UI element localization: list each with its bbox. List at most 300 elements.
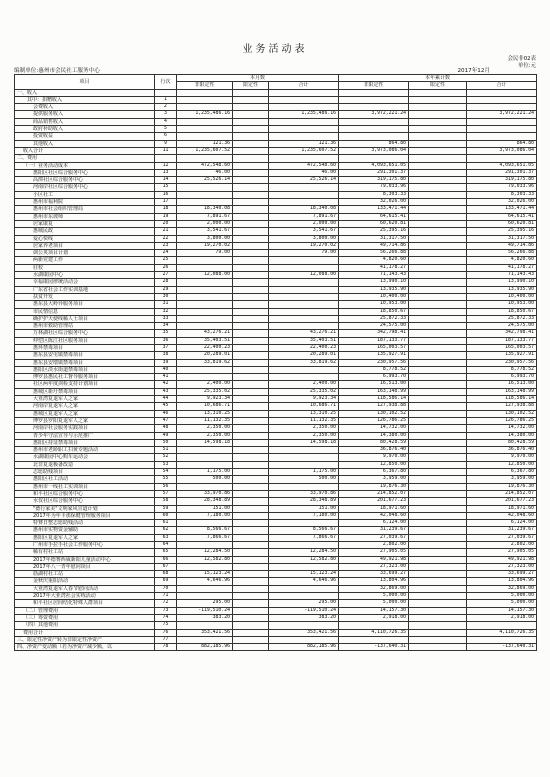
year-total-cell: 13,804.96 xyxy=(467,578,537,585)
item-cell: 青少年守法宣导与示范推广 xyxy=(15,432,155,439)
table-row xyxy=(15,388,537,395)
header-line: 行次 xyxy=(155,75,177,90)
month-unrestricted-cell: 2,350.00 xyxy=(177,425,233,432)
line-cell: 49 xyxy=(155,432,177,439)
month-unrestricted-cell: 46.00 xyxy=(177,169,233,176)
month-total-cell: 14,598.18 xyxy=(269,439,339,446)
month-restricted-cell xyxy=(233,578,269,585)
table-row xyxy=(15,549,537,556)
item-cell: 大亚湾复退军人之家 xyxy=(15,396,155,403)
month-total-cell xyxy=(269,279,339,286)
month-unrestricted-cell: 15,123.24 xyxy=(177,571,233,578)
year-restricted-cell xyxy=(409,542,467,549)
year-unrestricted-cell xyxy=(339,133,409,140)
month-restricted-cell xyxy=(233,490,269,497)
year-unrestricted-cell: 18,850.67 xyxy=(339,308,409,315)
year-total-cell xyxy=(467,126,537,133)
table-row xyxy=(15,366,537,373)
line-cell: 39 xyxy=(155,359,177,366)
year-total-cell: 33,699.27 xyxy=(467,571,537,578)
year-unrestricted-cell: 2,918.00 xyxy=(339,614,409,621)
line-cell: 55 xyxy=(155,476,177,483)
table-row xyxy=(15,104,537,111)
item-cell: 惠城民政 xyxy=(15,228,155,235)
month-unrestricted-cell xyxy=(177,184,233,191)
line-cell: 75 xyxy=(155,622,177,629)
year-total-cell: 187,133.77 xyxy=(467,337,537,344)
month-unrestricted-cell: 13,310.25 xyxy=(177,410,233,417)
year-restricted-cell xyxy=(409,403,467,410)
line-cell: 77 xyxy=(155,636,177,643)
month-restricted-cell xyxy=(233,505,269,512)
table-row xyxy=(15,644,537,651)
year-total-cell: 130,102.52 xyxy=(467,410,537,417)
year-restricted-cell xyxy=(409,89,467,96)
month-restricted-cell xyxy=(233,542,269,549)
year-unrestricted-cell: 64,615.41 xyxy=(339,213,409,220)
line-cell: 22 xyxy=(155,235,177,242)
item-cell: 2017年大亚湾社会实练活动 xyxy=(15,593,155,600)
year-total-cell: 3,959.00 xyxy=(467,476,537,483)
month-total-cell: 353,421.56 xyxy=(269,629,339,636)
table-row xyxy=(15,600,537,607)
month-unrestricted-cell: 9,923.34 xyxy=(177,396,233,403)
month-restricted-cell xyxy=(233,461,269,468)
year-unrestricted-cell: 25,872.33 xyxy=(339,315,409,322)
item-cell: 惠东县大岭异服务项目 xyxy=(15,301,155,308)
year-total-cell: 64,615.41 xyxy=(467,213,537,220)
month-total-cell: 295.00 xyxy=(269,600,339,607)
item-cell: （四）其他费用 xyxy=(15,622,155,629)
table-row xyxy=(15,447,537,454)
month-total-cell xyxy=(269,118,339,125)
line-cell: 34 xyxy=(155,323,177,330)
year-unrestricted-cell xyxy=(339,104,409,111)
year-unrestricted-cell: 31,239.67 xyxy=(339,527,409,534)
month-total-cell: 11,132.35 xyxy=(269,417,339,424)
line-cell: 70 xyxy=(155,585,177,592)
table-body xyxy=(15,89,537,651)
month-unrestricted-cell xyxy=(177,542,233,549)
year-restricted-cell xyxy=(409,301,467,308)
line-cell: 17 xyxy=(155,199,177,206)
month-unrestricted-cell xyxy=(177,563,233,570)
year-unrestricted-cell xyxy=(339,155,409,162)
year-total-cell: 27,323.00 xyxy=(467,563,537,570)
item-cell: 市民情信息 xyxy=(15,308,155,315)
table-row xyxy=(15,498,537,505)
month-unrestricted-cell: 25,526.14 xyxy=(177,177,233,184)
month-unrestricted-cell xyxy=(177,454,233,461)
month-unrestricted-cell: 7,891.67 xyxy=(177,213,233,220)
line-cell: 45 xyxy=(155,403,177,410)
month-restricted-cell xyxy=(233,410,269,417)
item-cell: 惠阳区社工活动 xyxy=(15,476,155,483)
year-total-cell: 3,972,221.24 xyxy=(467,111,537,118)
year-total-cell: 16,513.00 xyxy=(467,381,537,388)
item-cell: 惠州市老龄职工扫黄专题活动 xyxy=(15,447,155,454)
line-cell: 31 xyxy=(155,301,177,308)
item-cell: 仲恺区陈江社区服务项目 xyxy=(15,337,155,344)
month-unrestricted-cell: 7,866.67 xyxy=(177,534,233,541)
month-restricted-cell xyxy=(233,279,269,286)
activity-table xyxy=(14,74,537,651)
month-unrestricted-cell: 35,403.51 xyxy=(177,337,233,344)
line-cell: 60 xyxy=(155,512,177,519)
year-unrestricted-cell xyxy=(339,636,409,643)
year-restricted-cell xyxy=(409,520,467,527)
year-total-cell: 9,970.00 xyxy=(467,454,537,461)
year-unrestricted-cell: 133,471.44 xyxy=(339,206,409,213)
year-restricted-cell xyxy=(409,469,467,476)
form-code xyxy=(508,56,536,70)
month-total-cell xyxy=(269,483,339,490)
month-restricted-cell xyxy=(233,636,269,643)
month-unrestricted-cell xyxy=(177,96,233,103)
month-total-cell xyxy=(269,366,339,373)
year-unrestricted-cell: 79,033.96 xyxy=(339,184,409,191)
line-cell: 74 xyxy=(155,614,177,621)
month-unrestricted-cell: 11,132.35 xyxy=(177,417,233,424)
header-month-restricted: 限定性 xyxy=(233,82,269,89)
month-restricted-cell xyxy=(233,366,269,373)
item-cell: 确护护天使线稀人士项目 xyxy=(15,315,155,322)
month-restricted-cell xyxy=(233,330,269,337)
year-total-cell: 18,850.67 xyxy=(467,308,537,315)
month-restricted-cell xyxy=(233,534,269,541)
year-restricted-cell xyxy=(409,476,467,483)
table-row xyxy=(15,396,537,403)
table-row xyxy=(15,425,537,432)
month-total-cell: 79.00 xyxy=(269,250,339,257)
month-unrestricted-cell: 33,819.62 xyxy=(177,359,233,366)
year-total-cell: 42,048.60 xyxy=(467,512,537,519)
month-restricted-cell xyxy=(233,104,269,111)
year-unrestricted-cell: 864.80 xyxy=(339,140,409,147)
year-restricted-cell xyxy=(409,169,467,176)
line-cell: 28 xyxy=(155,279,177,286)
month-total-cell xyxy=(269,155,339,162)
table-row xyxy=(15,490,537,497)
year-unrestricted-cell: 33,699.27 xyxy=(339,571,409,578)
table-row xyxy=(15,126,537,133)
year-unrestricted-cell: 19,876.30 xyxy=(339,483,409,490)
year-total-cell: 31,317.50 xyxy=(467,235,537,242)
item-cell: 北非复退极备改造 xyxy=(15,461,155,468)
item-cell: 河南岸复退军人之家 xyxy=(15,403,155,410)
table-row xyxy=(15,147,537,154)
table-row xyxy=(15,213,537,220)
item-cell: 金秋庆重阳活动 xyxy=(15,578,155,585)
year-restricted-cell xyxy=(409,556,467,563)
table-row xyxy=(15,257,537,264)
item-cell: 稀有村社工站 xyxy=(15,549,155,556)
month-restricted-cell xyxy=(233,315,269,322)
item-cell: 2017年为年卡那保健管理服务项目 xyxy=(15,512,155,519)
line-cell xyxy=(155,155,177,162)
item-cell: 惠州市一线社工实训项目 xyxy=(15,483,155,490)
month-unrestricted-cell: 12,582.80 xyxy=(177,556,233,563)
year-unrestricted-cell: 5,000.00 xyxy=(339,600,409,607)
line-cell: 13 xyxy=(155,169,177,176)
item-cell: 大亚湾复退军人春节慰问活动 xyxy=(15,585,155,592)
year-unrestricted-cell: 42,048.60 xyxy=(339,512,409,519)
header-item: 项目 xyxy=(15,75,155,90)
line-cell: 47 xyxy=(155,417,177,424)
month-total-cell xyxy=(269,191,339,198)
item-cell: 惠阳区持证禁毒项目 xyxy=(15,439,155,446)
header-month-total: 合计 xyxy=(269,82,339,89)
report-meta xyxy=(14,66,490,74)
month-restricted-cell xyxy=(233,549,269,556)
line-cell: 41 xyxy=(155,374,177,381)
year-unrestricted-cell: 4,820.60 xyxy=(339,257,409,264)
item-cell: 博罗县惠民社工督导服务项目 xyxy=(15,374,155,381)
month-total-cell: 7,891.67 xyxy=(269,213,339,220)
year-restricted-cell xyxy=(409,264,467,271)
year-restricted-cell xyxy=(409,396,467,403)
year-total-cell xyxy=(467,133,537,140)
year-unrestricted-cell: 27,905.05 xyxy=(339,549,409,556)
table-row xyxy=(15,118,537,125)
year-unrestricted-cell: 3,973,086.04 xyxy=(339,147,409,154)
month-unrestricted-cell xyxy=(177,155,233,162)
month-total-cell: 13,310.25 xyxy=(269,410,339,417)
table-row xyxy=(15,330,537,337)
month-restricted-cell xyxy=(233,140,269,147)
line-cell: 36 xyxy=(155,337,177,344)
month-total-cell xyxy=(269,585,339,592)
month-total-cell xyxy=(269,293,339,300)
table-row xyxy=(15,344,537,351)
month-total-cell xyxy=(269,542,339,549)
item-cell: 惠阳区社区综合服务中心 xyxy=(15,169,155,176)
month-unrestricted-cell: 1,235,486.16 xyxy=(177,111,233,118)
year-total-cell: 14,380.00 xyxy=(467,432,537,439)
month-unrestricted-cell: 8,566.67 xyxy=(177,527,233,534)
item-cell: 两新党建工作 xyxy=(15,257,155,264)
month-restricted-cell xyxy=(233,213,269,220)
year-total-cell: 3,973,086.04 xyxy=(467,147,537,154)
table-row xyxy=(15,505,537,512)
year-total-cell: 118,586.14 xyxy=(467,396,537,403)
year-restricted-cell xyxy=(409,388,467,395)
year-total-cell: 10,953.00 xyxy=(467,301,537,308)
month-total-cell xyxy=(269,308,339,315)
month-restricted-cell xyxy=(233,447,269,454)
month-restricted-cell xyxy=(233,622,269,629)
year-restricted-cell xyxy=(409,600,467,607)
year-total-cell: 135,927.91 xyxy=(467,352,537,359)
table-row xyxy=(15,563,537,570)
year-restricted-cell xyxy=(409,447,467,454)
month-restricted-cell xyxy=(233,571,269,578)
month-total-cell: 7,866.67 xyxy=(269,534,339,541)
item-cell: （三）筹资费用 xyxy=(15,614,155,621)
month-unrestricted-cell xyxy=(177,293,233,300)
month-restricted-cell xyxy=(233,585,269,592)
month-total-cell xyxy=(269,315,339,322)
month-restricted-cell xyxy=(233,147,269,154)
year-total-cell xyxy=(467,155,537,162)
month-unrestricted-cell xyxy=(177,374,233,381)
line-cell: 12 xyxy=(155,162,177,169)
item-cell: 河南岸社会服务实践项目 xyxy=(15,425,155,432)
month-restricted-cell xyxy=(233,556,269,563)
year-restricted-cell xyxy=(409,337,467,344)
month-unrestricted-cell xyxy=(177,593,233,600)
month-unrestricted-cell: 151.00 xyxy=(177,505,233,512)
year-total-cell: 4,110,726.35 xyxy=(467,629,537,636)
month-total-cell: 4,646.96 xyxy=(269,578,339,585)
item-cell: 驻校 xyxy=(15,264,155,271)
item-cell: 惠城区新圩禁毒项目 xyxy=(15,388,155,395)
month-restricted-cell xyxy=(233,417,269,424)
table-row xyxy=(15,476,537,483)
line-cell: 63 xyxy=(155,534,177,541)
item-cell: 小区社工 xyxy=(15,191,155,198)
table-row xyxy=(15,177,537,184)
month-total-cell: 2,350.00 xyxy=(269,432,339,439)
month-restricted-cell xyxy=(233,169,269,176)
month-restricted-cell xyxy=(233,250,269,257)
year-unrestricted-cell: 60,620.81 xyxy=(339,220,409,227)
month-unrestricted-cell xyxy=(177,199,233,206)
year-restricted-cell xyxy=(409,235,467,242)
year-restricted-cell xyxy=(409,126,467,133)
table-row xyxy=(15,191,537,198)
line-cell: 27 xyxy=(155,272,177,279)
month-restricted-cell xyxy=(233,381,269,388)
line-cell: 4 xyxy=(155,118,177,125)
month-unrestricted-cell: 22,400.23 xyxy=(177,344,233,351)
line-cell: 42 xyxy=(155,381,177,388)
item-cell: 筋湖村社工站 xyxy=(15,571,155,578)
line-cell: 30 xyxy=(155,293,177,300)
table-row xyxy=(15,279,537,286)
table-row xyxy=(15,323,537,330)
month-restricted-cell xyxy=(233,89,269,96)
year-restricted-cell xyxy=(409,104,467,111)
month-restricted-cell xyxy=(233,352,269,359)
month-total-cell xyxy=(269,133,339,140)
month-total-cell: 2,000.00 xyxy=(269,220,339,227)
line-cell xyxy=(155,89,177,96)
table-row xyxy=(15,454,537,461)
month-restricted-cell xyxy=(233,512,269,519)
item-cell: 高潭社区综合服务中心 xyxy=(15,177,155,184)
year-restricted-cell xyxy=(409,614,467,621)
year-unrestricted-cell: 135,927.91 xyxy=(339,352,409,359)
year-restricted-cell xyxy=(409,636,467,643)
report-title: 业务活动表 xyxy=(242,44,308,55)
item-cell: 提供服务收入 xyxy=(15,111,155,118)
year-restricted-cell xyxy=(409,140,467,147)
month-total-cell xyxy=(269,301,339,308)
item-cell: 收入合计 xyxy=(15,147,155,154)
year-total-cell: 60,620.81 xyxy=(467,220,537,227)
month-total-cell: 882,185.96 xyxy=(269,644,339,651)
year-unrestricted-cell: 32,026.00 xyxy=(339,199,409,206)
month-unrestricted-cell xyxy=(177,126,233,133)
line-cell: 14 xyxy=(155,177,177,184)
month-unrestricted-cell: 295.00 xyxy=(177,600,233,607)
table-row xyxy=(15,381,537,388)
year-total-cell xyxy=(467,96,537,103)
year-unrestricted-cell xyxy=(339,118,409,125)
year-restricted-cell xyxy=(409,344,467,351)
year-unrestricted-cell: 10,400.00 xyxy=(339,293,409,300)
year-restricted-cell xyxy=(409,184,467,191)
line-cell: 48 xyxy=(155,425,177,432)
item-cell: 惠环禁毒项目 xyxy=(15,344,155,351)
month-unrestricted-cell xyxy=(177,89,233,96)
line-cell: 59 xyxy=(155,505,177,512)
month-restricted-cell xyxy=(233,293,269,300)
line-cell: 67 xyxy=(155,563,177,570)
line-cell: 51 xyxy=(155,447,177,454)
month-restricted-cell xyxy=(233,272,269,279)
month-total-cell: 19,270.02 xyxy=(269,242,339,249)
month-unrestricted-cell: 19,270.02 xyxy=(177,242,233,249)
year-total-cell: 31,239.67 xyxy=(467,527,537,534)
month-restricted-cell xyxy=(233,563,269,570)
table-row xyxy=(15,272,537,279)
year-total-cell: 8,778.52 xyxy=(467,366,537,373)
year-unrestricted-cell: 6,993.70 xyxy=(339,374,409,381)
table-row xyxy=(15,556,537,563)
year-total-cell xyxy=(467,104,537,111)
item-cell: 惠阳区淡水街道禁毒项目 xyxy=(15,366,155,373)
month-restricted-cell xyxy=(233,199,269,206)
year-unrestricted-cell: 214,852.07 xyxy=(339,490,409,497)
month-restricted-cell xyxy=(233,96,269,103)
line-cell: 25 xyxy=(155,257,177,264)
line-cell: 2 xyxy=(155,104,177,111)
month-total-cell: 12,582.80 xyxy=(269,556,339,563)
month-restricted-cell xyxy=(233,323,269,330)
year-unrestricted-cell: 165,003.57 xyxy=(339,344,409,351)
month-total-cell: 28,348.89 xyxy=(269,498,339,505)
item-cell: 扶贫开发 xyxy=(15,293,155,300)
month-restricted-cell xyxy=(233,133,269,140)
year-restricted-cell xyxy=(409,228,467,235)
year-unrestricted-cell: 201,677.23 xyxy=(339,498,409,505)
month-restricted-cell xyxy=(233,242,269,249)
line-cell: 57 xyxy=(155,490,177,497)
line-cell: 46 xyxy=(155,410,177,417)
line-cell: 38 xyxy=(155,352,177,359)
month-total-cell: 3,541.67 xyxy=(269,228,339,235)
month-total-cell: 3,800.00 xyxy=(269,235,339,242)
table-row xyxy=(15,308,537,315)
month-unrestricted-cell xyxy=(177,301,233,308)
item-cell: 2017年八一青年慰问项目 xyxy=(15,563,155,570)
month-unrestricted-cell: 1,175.00 xyxy=(177,469,233,476)
line-cell: 20 xyxy=(155,220,177,227)
item-cell: 水湖康园中心购车运动会 xyxy=(15,454,155,461)
year-total-cell: 165,003.57 xyxy=(467,344,537,351)
year-restricted-cell xyxy=(409,315,467,322)
year-total-cell: 163,148.99 xyxy=(467,388,537,395)
year-restricted-cell xyxy=(409,191,467,198)
table-row xyxy=(15,220,537,227)
table-row xyxy=(15,286,537,293)
line-cell: 78 xyxy=(155,644,177,651)
year-restricted-cell xyxy=(409,293,467,300)
line-cell: 21 xyxy=(155,228,177,235)
line-cell: 53 xyxy=(155,461,177,468)
